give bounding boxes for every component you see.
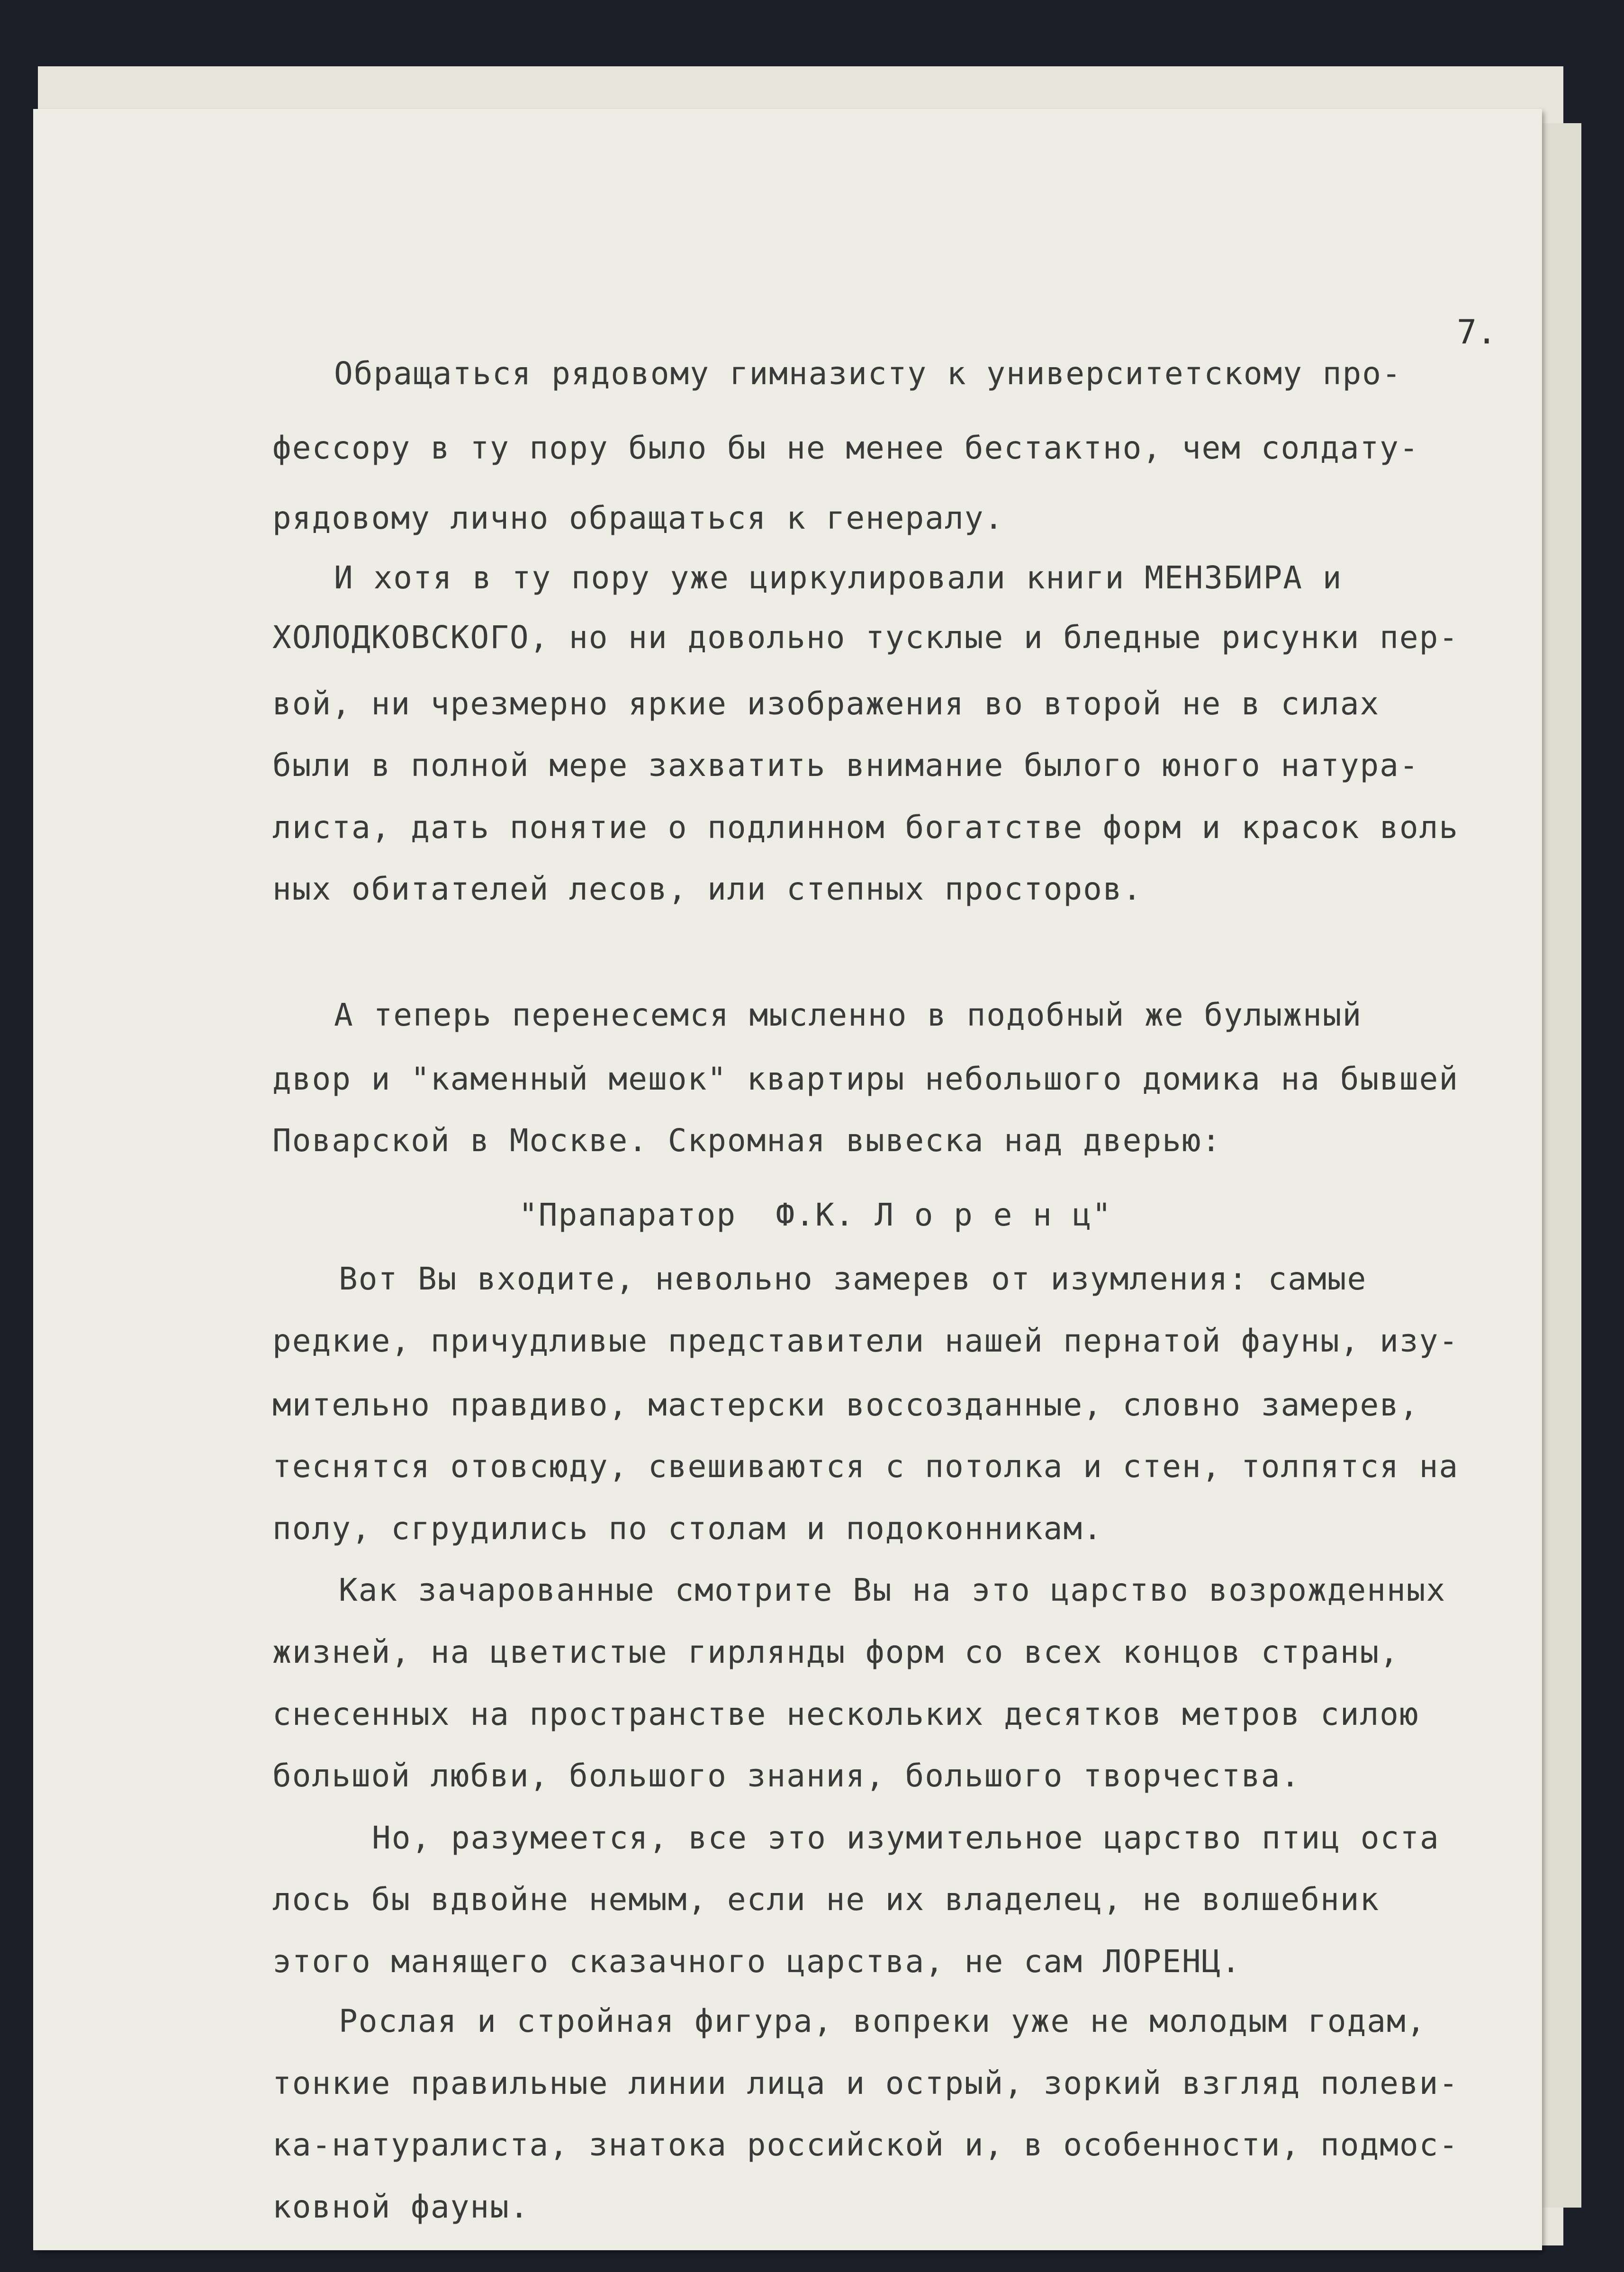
- text-line: теснятся отовсюду, свешиваются с потолка и стен, толпятся на: [272, 1448, 1459, 1485]
- text-line: были в полной мере захватить внимание былого юного натура-: [272, 747, 1419, 784]
- text-line: Поварской в Москве. Скромная вывеска над дверью:: [272, 1122, 1222, 1159]
- text-line: Как зачарованные смотрите Вы на это царство возрожденных: [339, 1572, 1446, 1609]
- text-line: мительно правдиво, мастерски воссозданные, словно замерев,: [272, 1386, 1419, 1423]
- text-line: фессору в ту пору было бы не менее бестактно, чем солдату-: [272, 429, 1419, 466]
- text-line: полу, сгрудились по столам и подоконникам.: [272, 1510, 1103, 1547]
- text-line: снесенных на пространстве нескольких десятков метров силою: [272, 1695, 1419, 1732]
- text-line: ковной фауны.: [272, 2189, 530, 2225]
- text-line: этого манящего сказачного царства, не сам ЛОРЕНЦ.: [272, 1943, 1242, 1980]
- text-line: редкие, причудливые представители нашей пернатой фауны, изу-: [272, 1322, 1459, 1359]
- text-line: А теперь перенесемся мысленно в подобный же булыжный: [334, 996, 1362, 1033]
- text-line: Обращаться рядовому гимназисту к университетскому про-: [334, 355, 1402, 392]
- text-line: вой, ни чрезмерно яркие изображения во второй не в силах: [272, 685, 1380, 722]
- text-line: ХОЛОДКОВСКОГО, но ни довольно тусклые и бледные рисунки пер-: [272, 619, 1459, 656]
- text-line: тонкие правильные линии лица и острый, зоркий взгляд полеви-: [272, 2065, 1459, 2101]
- text-line: жизней, на цветистые гирлянды форм со всех концов страны,: [272, 1633, 1399, 1670]
- text-line: двор и "каменный мешок" квартиры небольшого домика на бывшей: [272, 1060, 1459, 1097]
- text-line: Но, разумеется, все это изумительное царство птиц оста: [372, 1819, 1440, 1856]
- text-line: листа, дать понятие о подлинном богатстве форм и красок воль: [272, 809, 1459, 846]
- text-line: лось бы вдвойне немым, если не их владелец, не волшебник: [272, 1881, 1380, 1918]
- text-line: И хотя в ту пору уже циркулировали книги МЕНЗБИРА и: [334, 559, 1343, 596]
- text-line: большой любви, большого знания, большого творчества.: [272, 1758, 1301, 1794]
- text-line: "Прапаратор Ф.К. Л о р е н ц": [519, 1197, 1112, 1234]
- page-number: 7.: [1457, 313, 1497, 352]
- text-line: рядовому лично обращаться к генералу.: [272, 499, 1004, 536]
- text-line: ка-натуралиста, знатока российской и, в особенности, подмос-: [272, 2127, 1459, 2164]
- typed-page: [33, 109, 1542, 2250]
- text-line: ных обитателей лесов, или степных просторов.: [272, 871, 1143, 908]
- text-line: Вот Вы входите, невольно замерев от изумления: самые: [339, 1261, 1367, 1298]
- text-line: Рослая и стройная фигура, вопреки уже не молодым годам,: [339, 2003, 1426, 2040]
